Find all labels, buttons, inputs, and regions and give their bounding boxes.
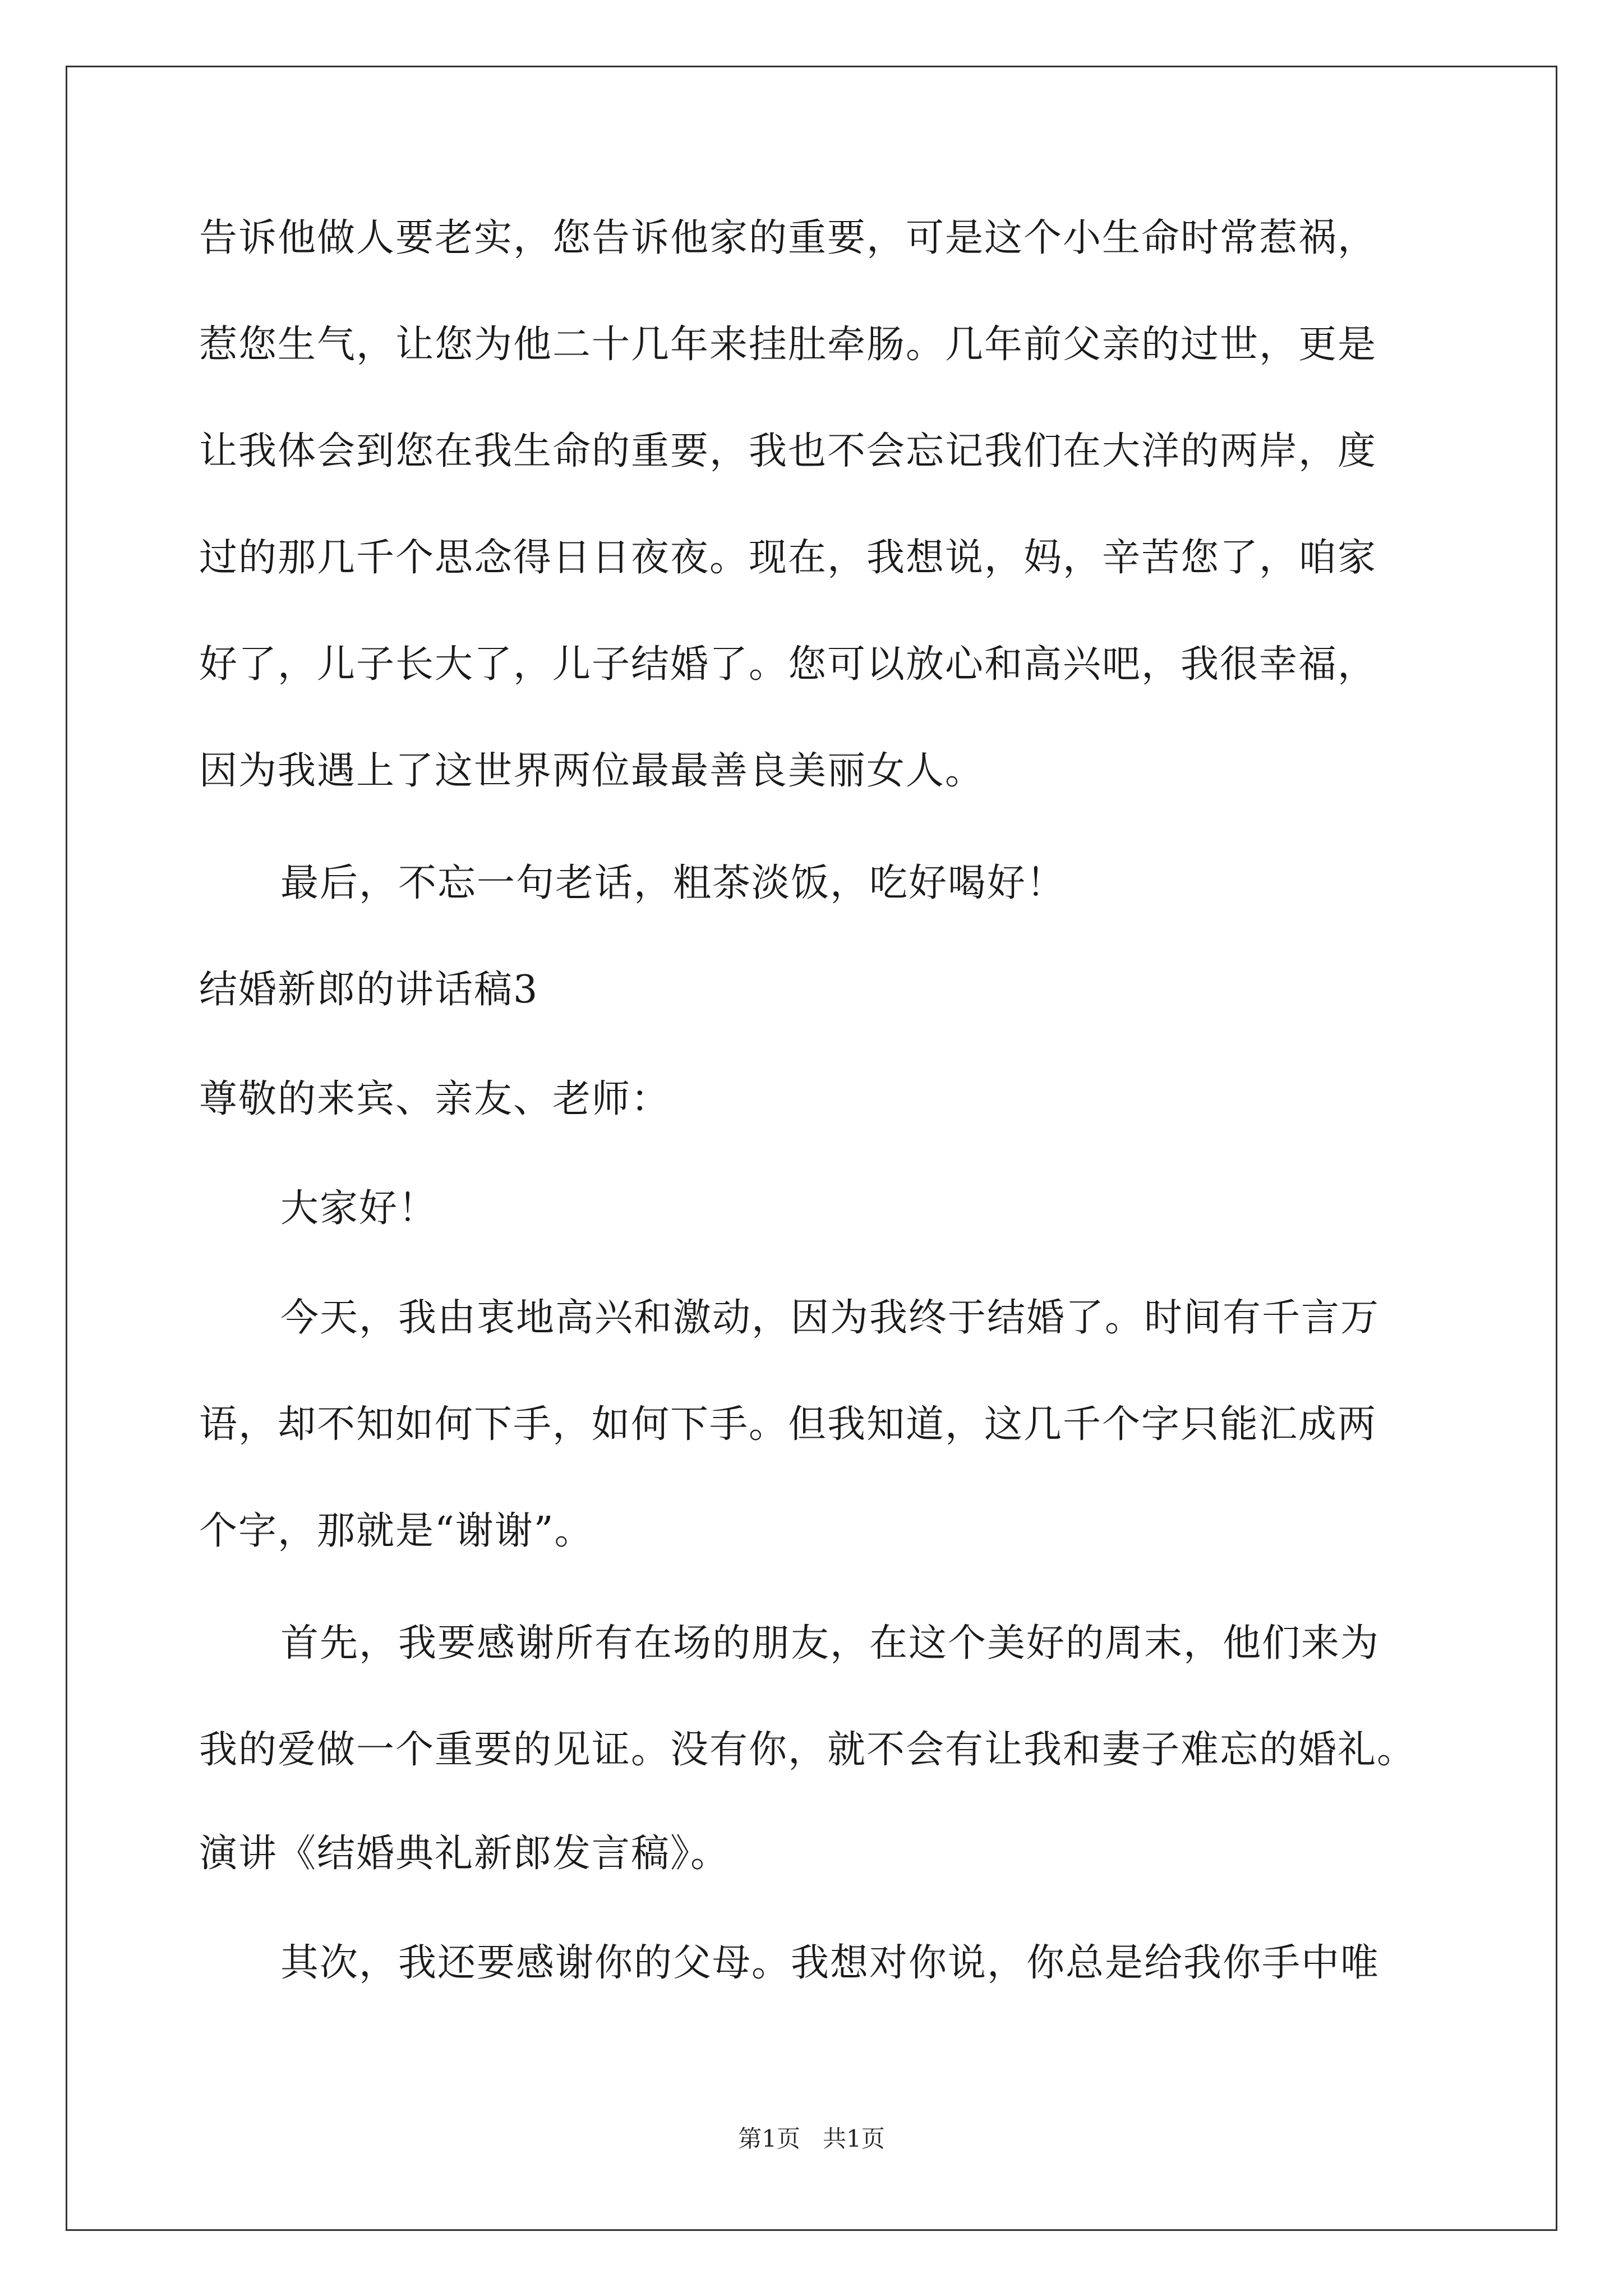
salutation: 尊敬的来宾、亲友、老师： — [199, 1077, 671, 1121]
section-heading: 结婚新郎的讲话稿3 — [199, 968, 539, 1012]
text-line-14: 首先，我要感谢所有在场的朋友，在这个美好的周末，他们来为 — [280, 1621, 1380, 1665]
page-number: 第1页 — [738, 2125, 800, 2152]
text-line-4: 过的那几千个思念得日日夜夜。现在，我想说，妈，辛苦您了，咱家 — [199, 536, 1377, 580]
text-line-6: 因为我遇上了这世界两位最最善良美丽女人。 — [199, 749, 985, 793]
text-line-11: 今天，我由衷地高兴和激动，因为我终于结婚了。时间有千言万 — [280, 1296, 1380, 1340]
greeting: 大家好！ — [280, 1186, 438, 1231]
text-line-5: 好了，儿子长大了，儿子结婚了。您可以放心和高兴吧，我很幸福， — [199, 642, 1377, 687]
text-line-15: 我的爱做一个重要的见证。没有你，就不会有让我和妻子难忘的婚礼。 — [199, 1728, 1417, 1772]
page-total: 共1页 — [823, 2125, 885, 2152]
text-line-7: 最后，不忘一句老话，粗茶淡饭，吃好喝好！ — [280, 861, 1066, 905]
text-line-2: 惹您生气，让您为他二十几年来挂肚牵肠。几年前父亲的过世，更是 — [199, 323, 1377, 367]
text-line-12: 语，却不知如何下手，如何下手。但我知道，这几千个字只能汇成两 — [199, 1402, 1377, 1447]
text-line-17: 其次，我还要感谢你的父母。我想对你说，你总是给我你手中唯 — [280, 1941, 1380, 1985]
page-border — [66, 66, 1557, 2231]
text-line-13: 个字，那就是“谢谢”。 — [199, 1509, 594, 1553]
text-line-16: 演讲《结婚典礼新郎发言稿》。 — [199, 1832, 730, 1876]
text-line-1: 告诉他做人要老实，您告诉他家的重要，可是这个小生命时常惹祸， — [199, 216, 1377, 260]
page-footer — [0, 2125, 1623, 2153]
text-line-3: 让我体会到您在我生命的重要，我也不会忘记我们在大洋的两岸，度 — [199, 429, 1377, 473]
